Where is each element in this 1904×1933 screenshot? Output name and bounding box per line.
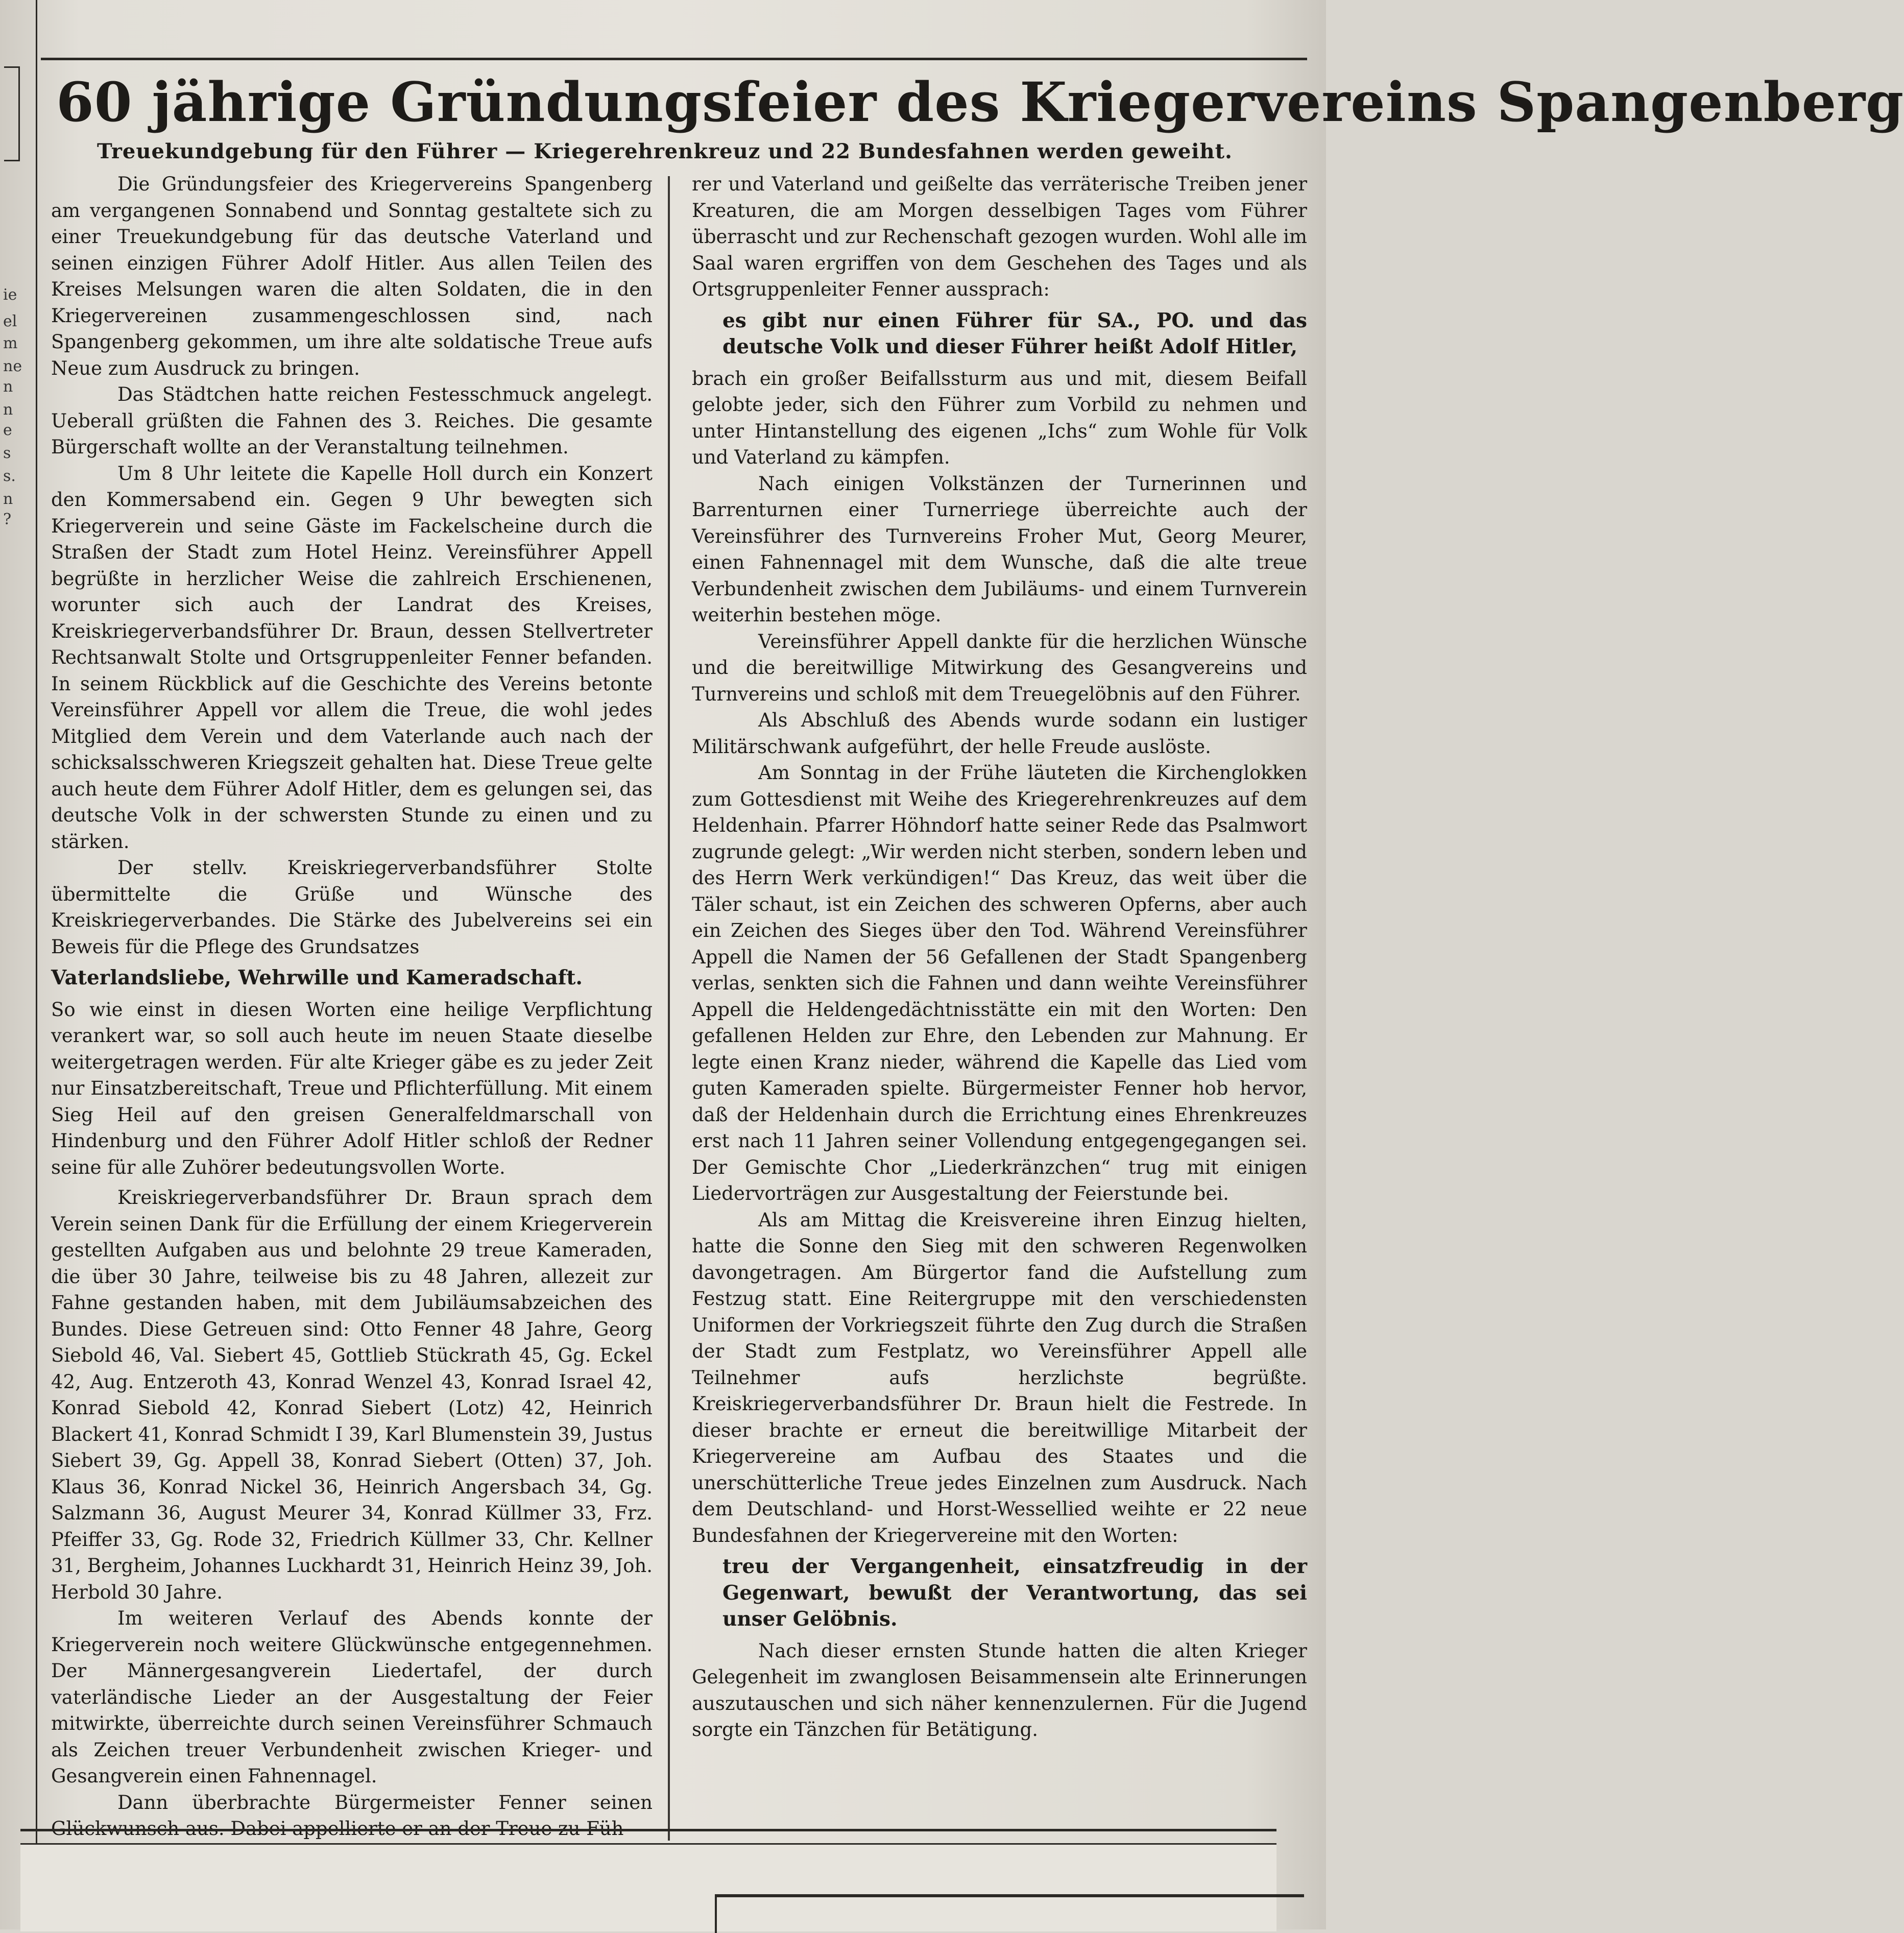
paragraph: Kreiskriegerverbandsführer Dr. Braun sprach dem Verein seinen Dank für die Erfüllung der einem Kriegerverein gestellten Aufgaben aus und belohnte 29 treue Kameraden, die über 30 Jahre, teilweise bis zu 48 Jahren, allezeit zur Fahne gestanden haben, mit dem Jubiläumsabzeichen des Bundes. Diese Getreuen sind: Otto Fenner 48 Jahre, Georg Siebold 46, Val. Siebert 45, Gottlieb Stückrath 45, Gg. Eckel 42, Aug. Entzeroth 43, Konrad Wenzel 43, Konrad Israel 42, Konrad Siebold 42, Konrad Siebert (Lotz) 42, Heinrich Blackert 41, Konrad Schmidt I 39, Karl Blumenstein 39, Justus Siebert 39, Gg. Appell 38, Konrad Siebert (Otten) 37, Joh. Klaus 36, Konrad Nickel 36, Heinrich Angersbach 34, Gg. Salzmann 36, August Meurer 34, Konrad Küllmer 33, Frz. Pfeiffer 33, Gg. Rode 32, Friedrich Küllmer 33, Chr. Kellner 31, Bergheim, Johannes Luckhardt 31, Heinrich Heinz 39, Joh. Herbold 30 Jahre. (51, 1187, 653, 1603)
paragraph: rer und Vaterland und geißelte das verräterische Treiben jener Kreaturen, die am Morgen desselbigen Tages vom Führer überrascht und zur Rechenschaft gezogen wurden. Wohl alle im Saal waren ergriffen von dem Geschehen des Tages und als Ortsgruppenleiter Fenner aussprach: (692, 173, 1308, 300)
headline: 60 jährige Gründungsfeier des Kriegervereins Spangenberg (56, 70, 1904, 134)
paragraph: So wie einst in diesen Worten eine heilige Verpflichtung verankert war, so soll auch heute im neuen Staate dieselbe weitergetragen werden. Für alte Krieger gäbe es zu jeder Zeit nur Einsatzbereitschaft, Treue und Pflichterfüllung. Mit einem Sieg Heil auf den greisen Generalfeldmarschall von Hindenburg und den Führer Adolf Hitler schloß der Redner seine für alle Zuhörer bedeutungsvollen Worte. (51, 998, 653, 1178)
paragraph: Dann überbrachte Bürgermeister Fenner seinen Glückwunsch aus. Dabei appellierte er an der Treue zu Füh- (51, 1791, 653, 1840)
paragraph: Als Abschluß des Abends wurde sodann ein lustiger Militärschwank aufgeführt, der helle Freude auslöste. (692, 709, 1307, 758)
fragment-text: m (3, 334, 18, 352)
paragraph: Der stellv. Kreiskriegerverbandsführer Stolte übermittelte die Grüße und Wünsche des Kreiskriegerverbandes. Die Stärke des Jubelvereins sei ein Beweis für die Pflege des Grundsatzes (51, 857, 653, 958)
fragment-text: s. (3, 467, 16, 485)
fragment-text: ? (3, 511, 12, 528)
fragment-text: ne (3, 357, 22, 375)
fragment-text: ie (3, 286, 17, 304)
paragraph: Als am Mittag die Kreisvereine ihren Einzug hielten, hatte die Sonne den Sieg mit den schweren Regenwolken davongetragen. Am Bürgertor fand die Aufstellung zum Festzug statt. Eine Reitergruppe mit den verschiedensten Uniformen der Vorkriegszeit führte den Zug durch die Straßen der Stadt zum Festplatz, wo Vereinsführer Appell alle Teilnehmer aufs herzlichste begrüßte. Kreiskriegerverbandsführer Dr. Braun hielt die Festrede. In dieser brachte er erneut die bereitwillige Mitarbeit der Kriegervereine am Aufbau des Staates und die unerschütterliche Treue jedes Einzelnen zum Ausdruck. Nach dem Deutschland- und Horst-Wessellied weihte er 22 neue Bundesfahnen der Kriegervereine mit den Worten: (692, 1209, 1307, 1547)
fragment-text: n (3, 378, 13, 396)
paragraph: brach ein großer Beifallssturm aus und mit, diesem Beifall gelobte jeder, sich den Führer zum Vorbild zu nehmen und unter Hintanstellung des eigenen „Ichs“ zum Wohle für Volk und Vaterland zu kämpfen. (692, 367, 1307, 468)
column-divider (668, 176, 670, 1841)
fragment-text: n (3, 490, 13, 508)
bold-vow: treu der Vergangenheit, einsatzfreudig in der Gegenwart, bewußt der Verantwortung, das sei unser Gelöbnis. (722, 1555, 1307, 1631)
fragment-text: el (3, 312, 17, 330)
paragraph: Am Sonntag in der Frühe läuteten die Kirchenglokken zum Gottesdienst mit Weihe des Kriegerehrenkreuzes auf dem Heldenhain. Pfarrer Höhndorf hatte seiner Rede das Psalmwort zugrunde gelegt: „Wir werden nicht sterben, sondern leben und des Herrn Werk verkündigen!“ Das Kreuz, das weit über die Täler schaut, ist ein Zeichen des schweren Opferns, aber auch ein Zeichen des Sieges über den Tod. Während Vereinsführer Appell die Namen der 56 Gefallenen der Stadt Spangenberg verlas, senkten sich die Fahnen und dann weihte Vereinsführer Appell die Heldengedächtnisstätte ein mit den Worten: Den gefallenen Helden zur Ehre, den Lebenden zur Mahnung. Er legte einen Kranz nieder, während die Kapelle das Lied vom guten Kameraden spielte. Bürgermeister Fenner hob hervor, daß der Heldenhain durch die Errichtung eines Ehrenkreuzes erst nach 11 Jahren seiner Vollendung entgegengegangen sei. Der Gemischte Chor „Liederkränzchen“ trug mit einigen Liedervorträgen zur Ausgestaltung der Feierstunde bei. (692, 762, 1307, 1204)
bottom-rule (20, 1829, 1276, 1831)
paragraph: Im weiteren Verlauf des Abends konnte der Kriegerverein noch weitere Glückwünsche entgegennehmen. Der Männergesangverein Liedertafel, der durch vaterländische Lieder an der Ausgestaltung der Feier mitwirkte, überreichte durch seinen Vereinsführer Schmauch als Zeichen treuer Verbundenheit zwischen Krieger- und Gesangverein einen Fahnennagel. (51, 1607, 653, 1787)
column-right (682, 171, 1307, 1856)
paragraph: Um 8 Uhr leitete die Kapelle Holl durch ein Konzert den Kommersabend ein. Gegen 9 Uhr bewegten sich Kriegerverein und seine Gäste im Fackelscheine durch die Straßen der Stadt zum Hotel Heinz. Vereinsführer Appell begrüßte in herzlicher Weise die zahlreich Erschienenen, worunter sich auch der Landrat des Kreises, Kreiskriegerverbandsführer Dr. Braun, dessen Stellvertreter Rechtsanwalt Stolte und Ortsgruppenleiter Fenner befanden. In seinem Rückblick auf die Geschichte des Vereins betonte Vereinsführer Appell vor allem die Treue, die wohl jedes Mitglied dem Verein und dem Vaterlande auch nach der schicksalsschweren Kriegszeit gehalten hat. Diese Treue gelte auch heute dem Führer Adolf Hitler, dem es gelungen sei, das deutsche Volk in der schwersten Stunde zu einen und zu stärken. (51, 462, 653, 853)
paragraph: Die Gründungsfeier des Kriegervereins Spangenberg am vergangenen Sonnabend und Sonntag gestaltete sich zu einer Treuekundgebung für das deutsche Vaterland und seinen einzigen Führer Adolf Hitler. Aus allen Teilen des Kreises Melsungen waren die alten Soldaten, die in den Kriegervereinen zusammengeschlossen sind, nach Spangenberg gekommen, um ihre alte soldatische Treue aufs Neue zum Ausdruck zu bringen. (51, 173, 653, 379)
bold-motto: Vaterlandsliebe, Wehrwille und Kameradschaft. (51, 966, 583, 989)
fragment-text: s (3, 444, 11, 462)
adjacent-column-fragment (0, 0, 37, 1929)
next-article-box-border (715, 1894, 1304, 1933)
fragment-text: e (3, 421, 12, 439)
paragraph: Nach einigen Volkstänzen der Turnerinnen und Barrenturnen einer Turnerriege überreichte auch der Vereinsführer des Turnvereins Froher Mut, Georg Meurer, einen Fahnennagel mit dem Wunsche, daß die alte treue Verbundenheit zwischen dem Jubiläums- und einem Turnverein weiterhin bestehen möge. (692, 472, 1307, 626)
column-left (41, 171, 658, 1856)
paragraph: Vereinsführer Appell dankte für die herzlichen Wünsche und die bereitwillige Mitwirkung des Gesangvereins und Turnvereins und schloß mit dem Treuegelöbnis auf den Führer. (692, 630, 1307, 705)
paragraph: Nach dieser ernsten Stunde hatten die alten Krieger Gelegenheit im zwanglosen Beisammensein alte Erinnerungen auszutauschen und sich näher kennenzulernen. Für die Jugend sorgte ein Tänzchen für Betätigung. (692, 1639, 1307, 1741)
paragraph: Das Städtchen hatte reichen Festesschmuck angelegt. Ueberall grüßten die Fahnen des 3. Reiches. Die gesamte Bürgerschaft wollte an der Veranstaltung teilnehmen. (51, 383, 653, 458)
top-rule (41, 58, 1307, 60)
article (41, 49, 1904, 1866)
fragment-text: n (3, 401, 13, 419)
bold-quote: es gibt nur einen Führer für SA., PO. und das deutsche Volk und dieser Führer heißt Adolf Hitler, (722, 308, 1307, 358)
subheadline: Treuekundgebung für den Führer — Kriegerehrenkreuz und 22 Bundesfahnen werden geweiht. (97, 139, 1233, 163)
adjacent-box-border (4, 66, 20, 161)
